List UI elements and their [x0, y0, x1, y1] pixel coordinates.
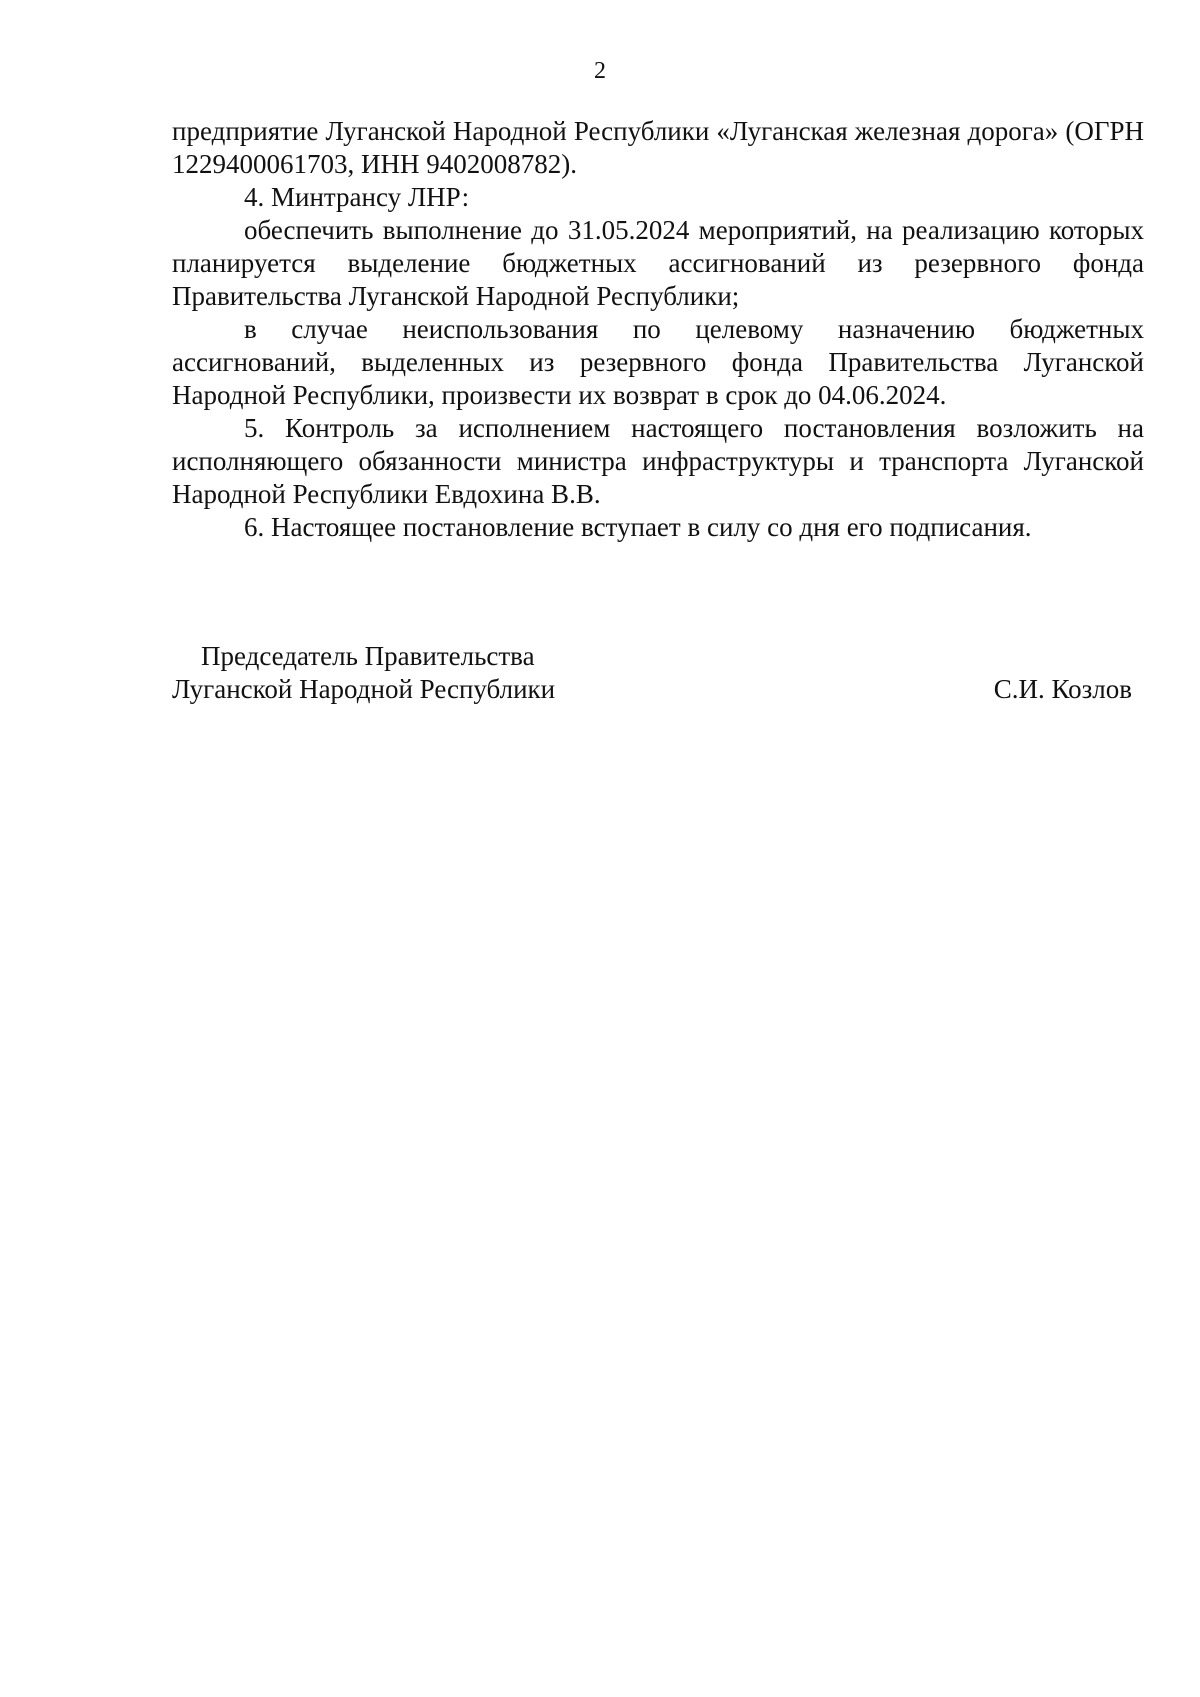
page-number: 2 [594, 58, 606, 84]
signatory-row [172, 673, 1144, 706]
signatory-title-line-2: Луганской Народной Республики [172, 674, 556, 704]
signatory-title-line-1: Председатель Правительства [201, 641, 535, 671]
paragraph-continuation: предприятие Луганской Народной Республики «Луганская железная дорога» (ОГРН 1229400061703, ИНН 9402008782). [172, 116, 1144, 179]
paragraph-item-4-subpoint-2: в случае неиспользования по целевому назначению бюджетных ассигнований, выделенных из резервного фонда Правительства Луганской Народной Республики, произвести их возврат в срок до 04.06.2024. [172, 314, 1144, 410]
paragraph-item-5: 5. Контроль за исполнением настоящего постановления возложить на исполняющего обязанности министра инфраструктуры и транспорта Луганской Народной Республики Евдохина В.В. [172, 413, 1144, 509]
signatory-name: С.И. Козлов [993, 674, 1132, 704]
paragraph-item-4-subpoint-1: обеспечить выполнение до 31.05.2024 мероприятий, на реализацию которых планируется выделение бюджетных ассигнований из резервного фонда Правительства Луганской Народной Республики; [172, 215, 1144, 311]
paragraph-item-4: 4. Минтрансу ЛНР: [244, 182, 470, 212]
signature-block [172, 640, 1144, 706]
document-body [172, 115, 1144, 544]
paragraph-item-6: 6. Настоящее постановление вступает в силу со дня его подписания. [244, 512, 1032, 542]
